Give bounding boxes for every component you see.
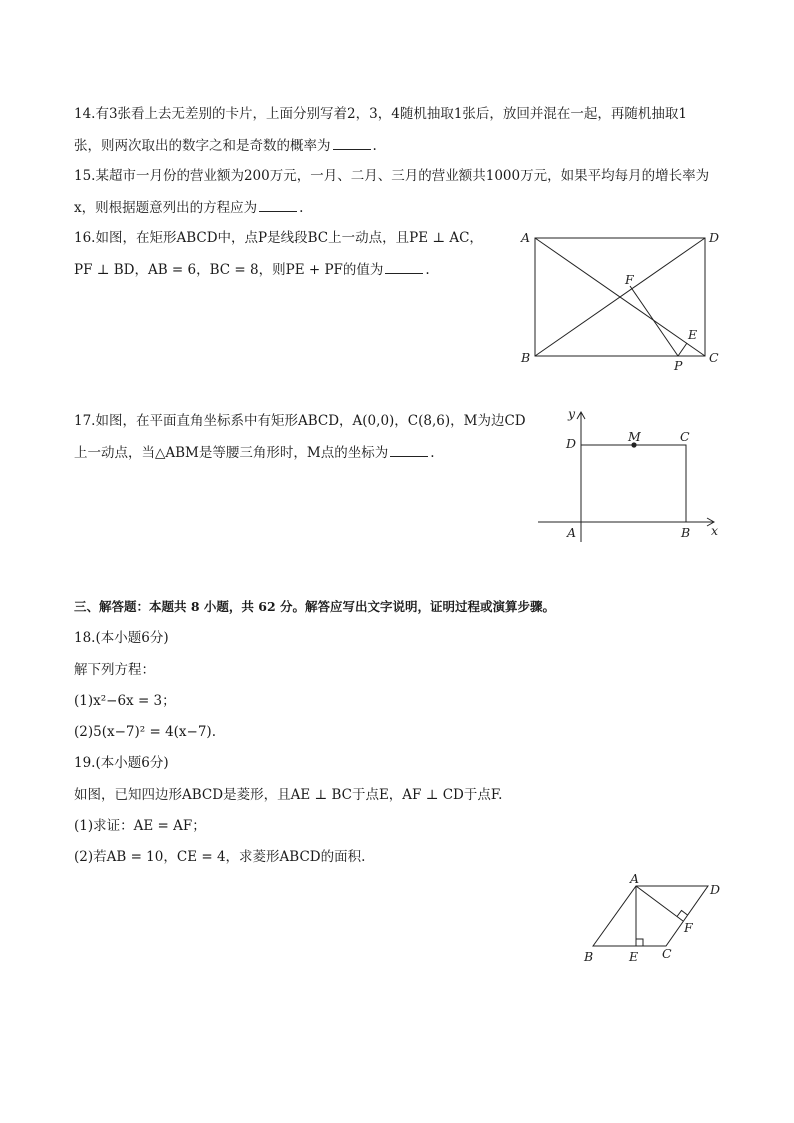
q15-line2-end: .	[299, 200, 304, 216]
q19-right-angle-e	[636, 939, 643, 946]
q17-label-d: D	[566, 436, 577, 451]
q19-label-d: D	[710, 882, 721, 897]
q19-label-e: E	[629, 949, 639, 964]
q19-prompt: 如图，已知四边形ABCD是菱形，且AE ⊥ BC于点E，AF ⊥ CD于点F.	[74, 787, 503, 803]
q15-answer-blank	[259, 197, 297, 212]
q19-label-a: A	[630, 871, 640, 886]
q17-coordinate-figure	[534, 404, 724, 546]
q16-line2	[74, 259, 430, 280]
q16-label-f: F	[625, 272, 634, 287]
q16-rectangle-figure	[515, 226, 730, 374]
q16-label-e: E	[688, 327, 698, 342]
q18-part1: (1)x²−6x = 3；	[74, 693, 176, 709]
section3-heading: 三、解答题：本题共 8 小题，共 62 分。解答应写出文字说明，证明过程或演算步骤。	[74, 599, 556, 614]
q17-line2-end: .	[430, 445, 435, 461]
q16-label-a: A	[521, 230, 531, 245]
q19-part2: (2)若AB = 10，CE = 4，求菱形ABCD的面积.	[74, 849, 366, 865]
q17-label-b: B	[681, 525, 691, 540]
q18-title: 18.(本小题6分)	[74, 630, 169, 646]
q16-segment-pf	[630, 286, 678, 356]
q16-line2-text: PF ⊥ BD，AB = 6，BC = 8，则PE + PF的值为	[74, 262, 384, 278]
q18-part2: (2)5(x−7)² = 4(x−7).	[74, 724, 216, 740]
q16-answer-blank	[385, 259, 423, 274]
q17-label-a: A	[567, 525, 577, 540]
q17-rect-abcd	[581, 445, 686, 522]
q18-prompt: 解下列方程：	[74, 662, 155, 678]
q19-title: 19.(本小题6分)	[74, 755, 169, 771]
q17-line2-text: 上一动点，当△ABM是等腰三角形时，M点的坐标为	[74, 445, 389, 461]
q16-label-c: C	[709, 350, 719, 365]
q17-label-y: y	[568, 406, 576, 421]
q19-rhombus-abcd	[593, 886, 708, 946]
q17-line2	[74, 442, 435, 463]
q17-label-m: M	[628, 429, 641, 444]
q16-line2-end: .	[425, 262, 430, 278]
q16-label-b: B	[521, 350, 531, 365]
q19-label-f: F	[684, 920, 693, 935]
q16-line1: 16.如图，在矩形ABCD中，点P是线段BC上一动点，且PE ⊥ AC，	[74, 230, 483, 246]
q17-answer-blank	[390, 442, 428, 457]
q19-label-b: B	[584, 949, 594, 964]
q15-line2	[74, 197, 303, 218]
q14-line2-text: 张，则两次取出的数字之和是奇数的概率为	[74, 138, 331, 154]
q15-line1: 15.某超市一月份的营业额为200万元，一月、二月、三月的营业额共1000万元，如果平均每月的增长率为	[74, 168, 710, 184]
q17-label-x: x	[711, 523, 719, 538]
q19-label-c: C	[662, 946, 672, 961]
q14-line2-end: .	[372, 138, 377, 154]
q19-part1: (1)求证：AE = AF；	[74, 818, 206, 834]
q19-rhombus-figure	[578, 870, 728, 966]
q15-line2-text: x，则根据题意列出的方程应为	[74, 200, 258, 216]
q14-line1: 14.有3张看上去无差别的卡片，上面分别写着2，3，4随机抽取1张后，放回并混在一起，再随机抽取1	[74, 106, 688, 122]
q19-segment-af	[636, 886, 683, 921]
q16-segment-pe	[678, 343, 687, 356]
q17-label-c: C	[680, 429, 690, 444]
q17-line1: 17.如图，在平面直角坐标系中有矩形ABCD，A(0,0)，C(8,6)，M为边CD	[74, 413, 526, 429]
q16-label-d: D	[709, 230, 720, 245]
q19-right-angle-f	[677, 911, 688, 917]
q14-answer-blank	[333, 135, 371, 150]
q16-label-p: P	[674, 358, 683, 373]
q14-line2	[74, 135, 377, 156]
